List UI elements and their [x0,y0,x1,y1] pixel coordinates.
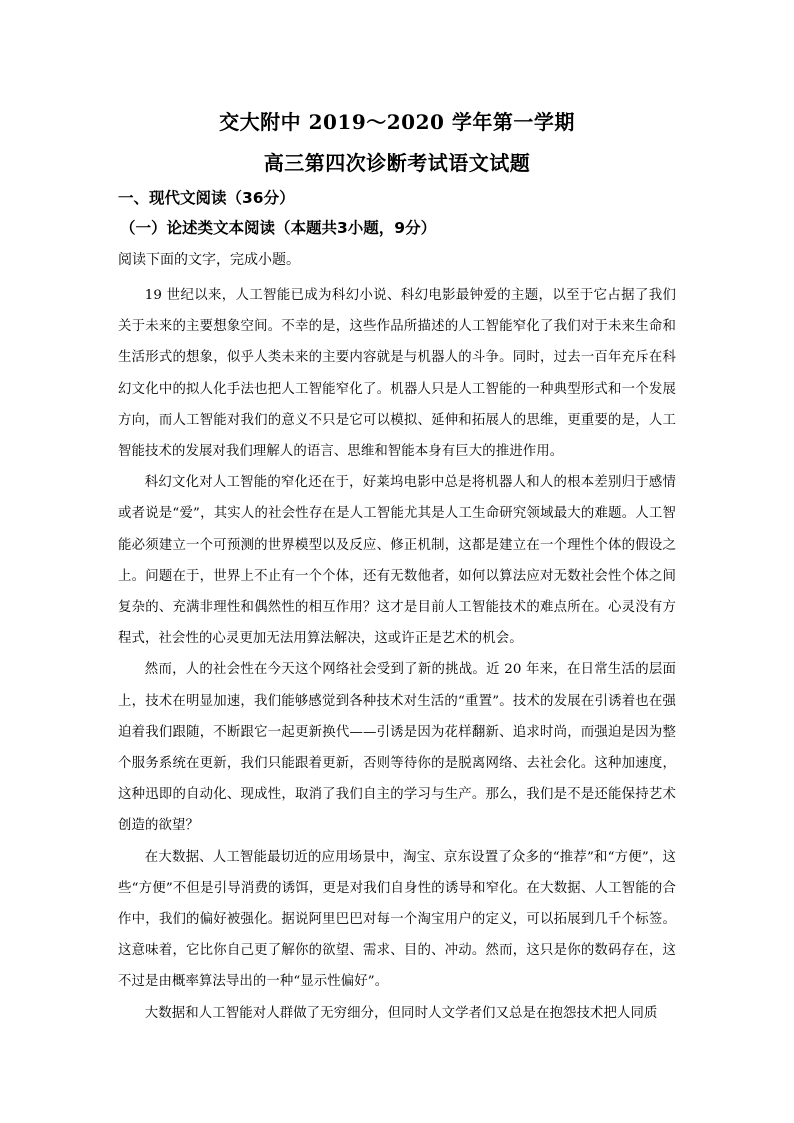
passage-paragraph-5: 大数据和人工智能对人群做了无穷细分，但同时人文学者们又总是在抱怨技术把人同质 [144,1005,658,1021]
subsection-heading: （一）论述类文本阅读（本题共3小题，9分） [120,219,437,237]
passage-paragraph-3: 然而，人的社会性在今天这个网络社会受到了新的挑战。近 20 年来，在日常生活的层面上，技术在明显加速，我们能够感觉到各种技术对生活的“重置”。技术的发展在引诱着也在强迫着我们跟随，不断跟它一起更新换代——引诱是因为花样翻新、追求时尚，而强迫是因为整个服务系统在更新，我们只能跟着更新，否则等待你的是脱离网络、去社会化。这种加速度，这种迅即的自动化、现成性，取消了我们自主的学习与生产。那么，我们是不是还能保持艺术创造的欲望？ [118,662,676,834]
instruction-text: 阅读下面的文字，完成小题。 [118,252,300,268]
exam-title: 交大附中 2019～2020 学年第一学期 [219,110,575,134]
passage-paragraph-2: 科幻文化对人工智能的窄化还在于，好莱坞电影中总是将机器人和人的根本差别归于感情或者说是“爱”，其实人的社会性存在是人工智能尤其是人工生命研究领域最大的难题。人工智能必须建立一个可预测的世界模型以及反应、修正机制，这都是建立在一个理性个体的假设之上。问题在于，世界上不止有一个个体，还有无数他者，如何以算法应对无数社会性个体之间复杂的、充满非理性和偶然性的相互作用？这才是目前人工智能技术的难点所在。心灵没有方程式，社会性的心灵更加无法用算法解决，这或许正是艺术的机会。 [118,475,676,647]
section-heading: 一、现代文阅读（36分） [118,189,295,207]
reading-passage [118,280,676,1029]
passage-paragraph-4: 在大数据、人工智能最切近的应用场景中，淘宝、京东设置了众多的“推荐”和“方便”，这些“方便”不但是引导消费的诱饵，更是对我们自身性的诱导和窄化。在大数据、人工智能的合作中，我们的偏好被强化。据说阿里巴巴对每一个淘宝用户的定义，可以拓展到几千个标签。这意味着，它比你自己更了解你的欲望、需求、目的、冲动。然而，这只是你的数码存在，这不过是由概率算法导出的一种“显示性偏好”。 [118,849,676,990]
exam-subtitle: 高三第四次诊断考试语文试题 [263,151,531,175]
passage-paragraph-1: 19 世纪以来，人工智能已成为科幻小说、科幻电影最钟爱的主题，以至于它占据了我们关于未来的主要想象空间。不幸的是，这些作品所描述的人工智能窄化了我们对于未来生命和生活形式的想象，似乎人类未来的主要内容就是与机器人的斗争。同时，过去一百年充斥在科幻文化中的拟人化手法也把人工智能窄化了。机器人只是人工智能的一种典型形式和一个发展方向，而人工智能对我们的意义不只是它可以模拟、延伸和拓展人的思维，更重要的是，人工智能技术的发展对我们理解人的语言、思维和智能本身有巨大的推进作用。 [118,288,676,460]
